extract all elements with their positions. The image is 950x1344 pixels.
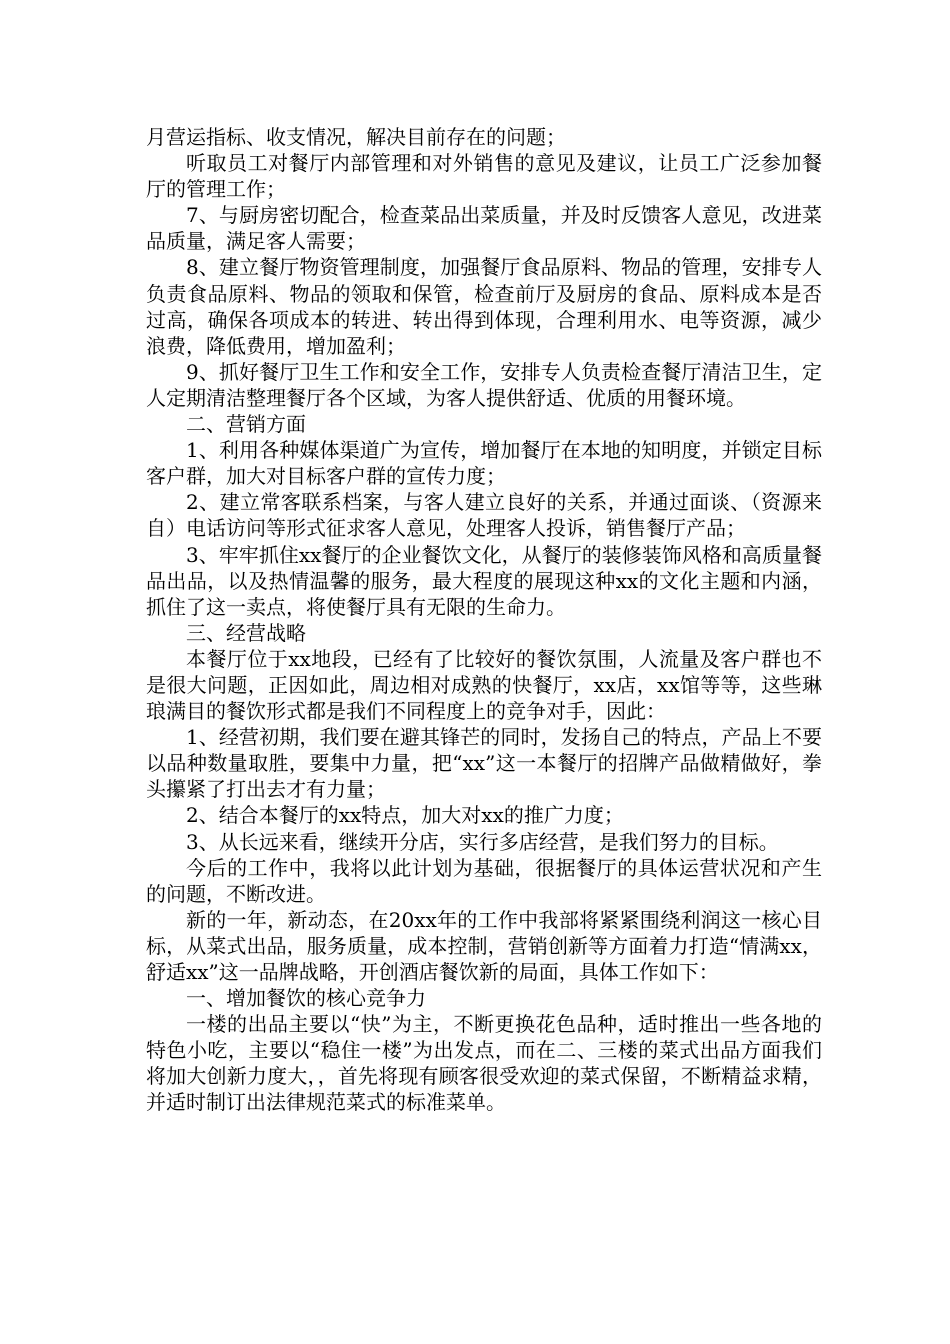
paragraph-item-7: 7、与厨房密切配合，检查菜品出菜质量，并及时反馈客人意见，改进菜品质量，满足客人需要； <box>146 203 822 254</box>
section-heading-marketing: 二、营销方面 <box>186 412 306 437</box>
paragraph-marketing-1: 1、利用各种媒体渠道广为宣传，增加餐厅在本地的知明度，并锁定目标客户群，加大对目标客户群的宣传力度； <box>146 438 822 489</box>
paragraph-strategy-2: 2、结合本餐厅的xx特点，加大对xx的推广力度； <box>186 803 624 828</box>
section-heading-strategy: 三、经营战略 <box>186 620 306 645</box>
paragraph-item-8: 8、建立餐厅物资管理制度，加强餐厅食品原料、物品的管理，安排专人负责食品原料、物品的领取和保管，检查前厅及厨房的食品、原料成本是否过高，确保各项成本的转进、转出得到体现，合理利用水、电等资源，减少浪费，降低费用，增加盈利； <box>146 255 822 358</box>
document-page <box>146 124 822 1116</box>
paragraph-strategy-1: 1、经营初期，我们要在避其锋芒的同时，发扬自己的特点，产品上不要以品种数量取胜，要集中力量，把“xx”这一本餐厅的招牌产品做精做好，拳头攥紧了打出去才有力量； <box>146 725 822 802</box>
paragraph-first-floor: 一楼的出品主要以“快”为主，不断更换花色品种，适时推出一些各地的特色小吃，主要以“稳住一楼”为出发点，而在二、三楼的菜式出品方面我们将加大创新力度大，，首先将现有顾客很受欢迎的菜式保留，不断精益求精，并适时制订出法律规范菜式的标准菜单。 <box>146 1012 822 1115</box>
paragraph-marketing-2: 2、建立常客联系档案，与客人建立良好的关系，并通过面谈、（资源来自）电话访问等形式征求客人意见，处理客人投诉，销售餐厅产品； <box>146 490 822 541</box>
section-heading-competitiveness: 一、增加餐饮的核心竞争力 <box>186 986 426 1011</box>
paragraph-continuation: 月营运指标、收支情况，解决目前存在的问题； <box>146 125 566 149</box>
paragraph-staff-feedback: 听取员工对餐厅内部管理和对外销售的意见及建议，让员工广泛参加餐厅的管理工作； <box>146 151 822 202</box>
paragraph-marketing-3: 3、牢牢抓住xx餐厅的企业餐饮文化，从餐厅的装修装饰风格和高质量餐品出品，以及热情温馨的服务，最大程度的展现这种xx的文化主题和内涵，抓住了这一卖点，将使餐厅具有无限的生命力。 <box>146 542 822 619</box>
paragraph-strategy-intro: 本餐厅位于xx地段，已经有了比较好的餐饮氛围，人流量及客户群也不是很大问题，正因如此，周边相对成熟的快餐厅，xx店，xx馆等等，这些琳琅满目的餐饮形式都是我们不同程度上的竞争对手，因此： <box>146 646 822 724</box>
paragraph-new-year: 新的一年，新动态，在20xx年的工作中我部将紧紧围绕利润这一核心目标，从菜式出品，服务质量，成本控制，营销创新等方面着力打造“情满xx，舒适xx”这一品牌战略，开创酒店餐饮新的局面，具体工作如下： <box>146 907 822 984</box>
paragraph-future-work: 今后的工作中，我将以此计划为基础，很据餐厅的具体运营状况和产生的问题，不断改进。 <box>146 855 822 906</box>
paragraph-item-9: 9、抓好餐厅卫生工作和安全工作，安排专人负责检查餐厅清洁卫生，定人定期清洁整理餐厅各个区域，为客人提供舒适、优质的用餐环境。 <box>146 359 822 410</box>
paragraph-strategy-3: 3、从长远来看，继续开分店，实行多店经营，是我们努力的目标。 <box>186 829 779 854</box>
